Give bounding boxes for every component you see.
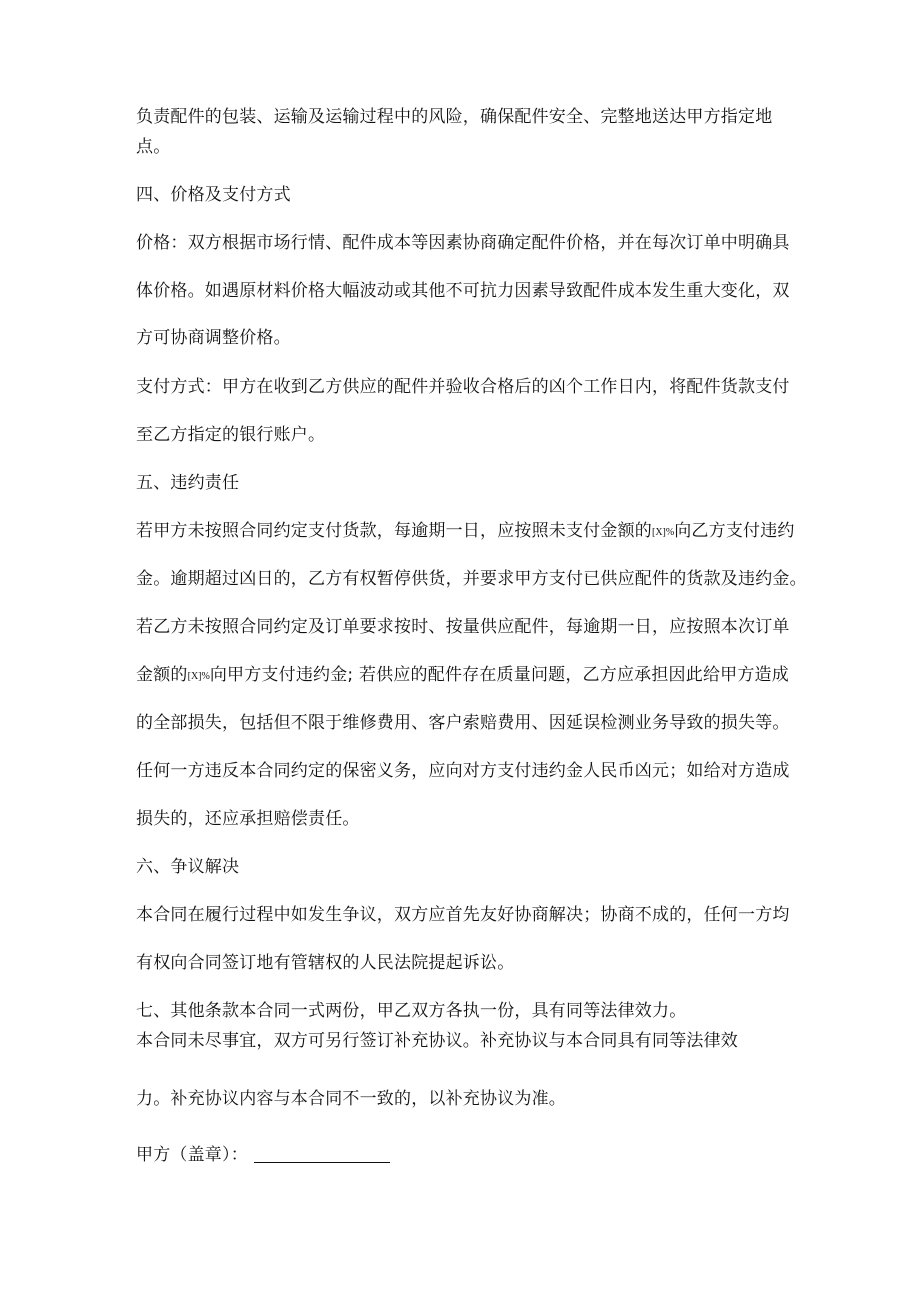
party-a-signature xyxy=(136,1144,390,1166)
breach-p1-rate: [X]% xyxy=(652,527,675,538)
section-4-heading: 四、价格及支付方式 xyxy=(136,185,291,205)
section-7-line-3: 力。补充协议内容与本合同不一致的，以补充协议为准。 xyxy=(136,1089,566,1109)
breach-p1-line-2: 金。逾期超过凶日的，乙方有权暂停供货，并要求甲方支付已供应配件的货款及违约金。 xyxy=(136,569,807,589)
breach-p2-rate: [X]% xyxy=(187,671,210,682)
party-a-signature-line xyxy=(254,1146,390,1163)
price-line-1: 价格：双方根据市场行情、配件成本等因素协商确定配件价格，并在每次订单中明确具 xyxy=(136,233,790,253)
breach-p1-line-1 xyxy=(136,520,795,544)
delivery-line-2: 点。 xyxy=(136,137,171,157)
price-line-3: 方可协商调整价格。 xyxy=(136,328,291,348)
breach-p1-text-b: 向乙方支付违约 xyxy=(674,521,795,541)
section-5-heading: 五、违约责任 xyxy=(136,473,240,493)
section-7-line-1: 七、其他条款本合同一式两份，甲乙双方各执一份，具有同等法律效力。 xyxy=(136,1001,687,1021)
breach-p2-text-b: 向甲方支付违约金; 若供应的配件存在质量问题，乙方应承担因此给甲方造成 xyxy=(209,665,789,685)
dispute-line-1: 本合同在履行过程中如发生争议，双方应首先友好协商解决；协商不成的，任何一方均 xyxy=(136,905,790,925)
party-a-label: 甲方（盖章）： xyxy=(136,1145,248,1165)
breach-p2-line-3: 的全部损失，包括但不限于维修费用、客户索赔费用、因延误检测业务导致的损失等。 xyxy=(136,713,790,733)
breach-p3-line-1: 任何一方违反本合同约定的保密义务，应向对方支付违约金人民币凶元；如给对方造成 xyxy=(136,761,790,781)
breach-p2-line-1: 若乙方未按照合同约定及订单要求按时、按量供应配件，每逾期一日，应按照本次订单 xyxy=(136,617,790,637)
breach-p2-text-a: 金额的 xyxy=(136,665,188,685)
breach-p2-line-2 xyxy=(136,664,789,688)
section-6-heading: 六、争议解决 xyxy=(136,857,240,877)
price-line-2: 体价格。如遇原材料价格大幅波动或其他不可抗力因素导致配件成本发生重大变化，双 xyxy=(136,281,790,301)
breach-p3-line-2: 损失的，还应承担赔偿责任。 xyxy=(136,809,360,829)
delivery-line-1: 负责配件的包装、运输及运输过程中的风险，确保配件安全、完整地送达甲方指定地 xyxy=(136,107,773,127)
payment-line-1: 支付方式：甲方在收到乙方供应的配件并验收合格后的凶个工作日内，将配件货款支付 xyxy=(136,377,790,397)
dispute-line-2: 有权向合同签订地有管辖权的人民法院提起诉讼。 xyxy=(136,953,515,973)
payment-line-2: 至乙方指定的银行账户。 xyxy=(136,425,326,445)
breach-p1-text-a: 若甲方未按照合同约定支付货款，每逾期一日，应按照未支付金额的 xyxy=(136,521,652,541)
section-7-line-2: 本合同未尽事宜，双方可另行签订补充协议。补充协议与本合同具有同等法律效 xyxy=(136,1031,738,1051)
